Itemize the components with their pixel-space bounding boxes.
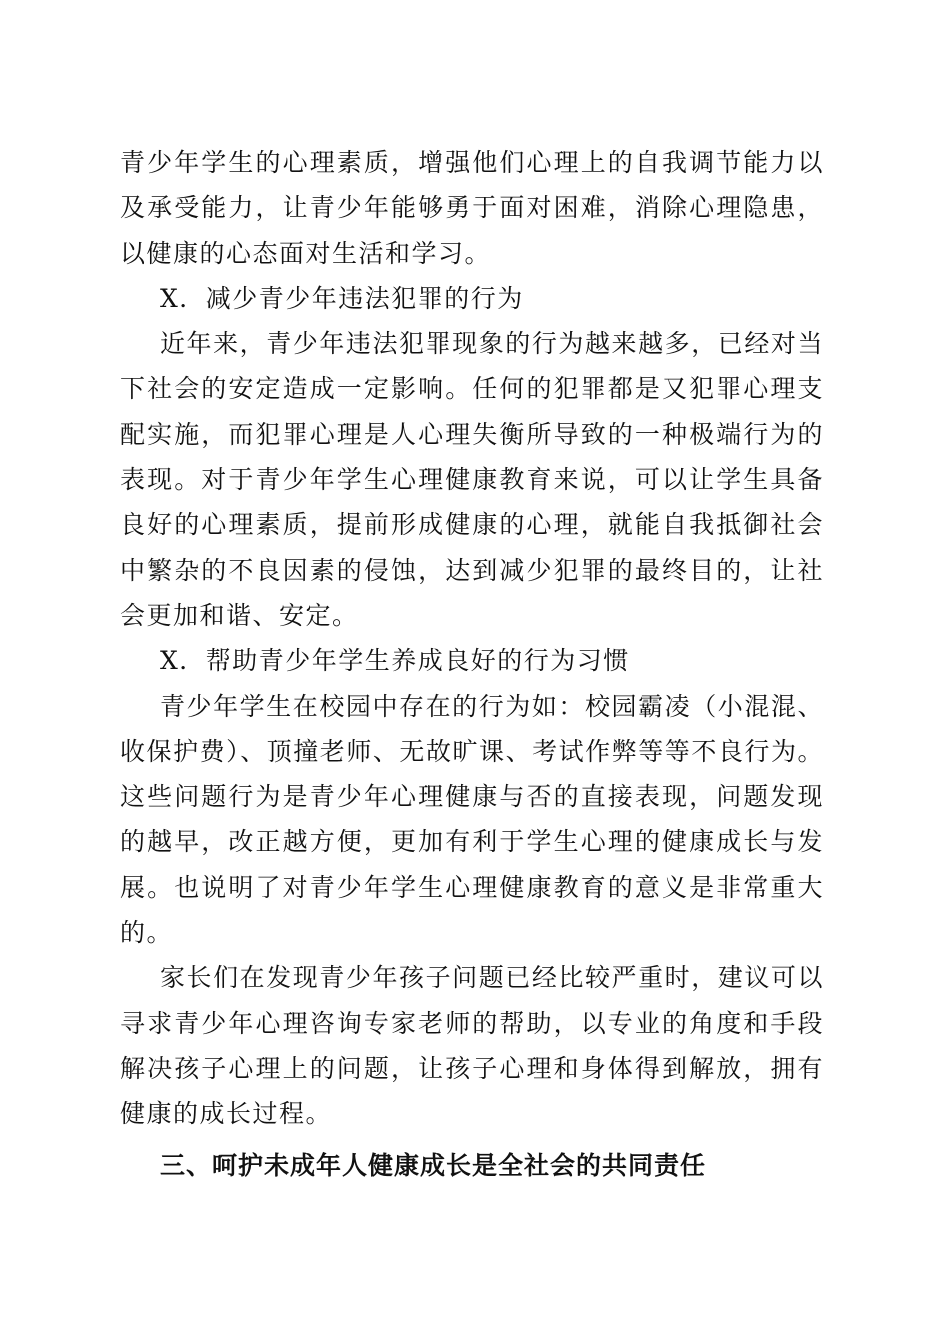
subheading-good-habits: X．帮助青少年学生养成良好的行为习惯 [160,646,630,676]
paragraph-crime: 近年来，青少年违法犯罪现象的行为越来越多，已经对当下社会的安定造成一定影响。任何的犯罪都是又犯罪心理支配实施，而犯罪心理是人心理失衡所导致的一种极端行为的表现。对于青少年学生心理健康教育来说，可以让学生具备良好的心理素质，提前形成健康的心理，就能自我抵御社会中繁杂的不良因素的侵蚀，达到减少犯罪的最终目的，让社会更加和谐、安定。 [120,329,824,630]
section-heading-three: 三、呵护未成年人健康成长是全社会的共同责任 [160,1150,707,1180]
document-page [120,140,824,1188]
paragraph-parents: 家长们在发现青少年孩子问题已经比较严重时，建议可以寻求青少年心理咨询专家老师的帮助，以专业的角度和手段解决孩子心理上的问题，让孩子心理和身体得到解放，拥有健康的成长过程。 [120,963,824,1129]
subheading-reduce-crime: X．减少青少年违法犯罪的行为 [160,283,524,313]
paragraph-continuation: 青少年学生的心理素质，增强他们心理上的自我调节能力以及承受能力，让青少年能够勇于面对困难，消除心理隐患，以健康的心态面对生活和学习。 [120,148,824,268]
paragraph-behavior: 青少年学生在校园中存在的行为如：校园霸凌（小混混、收保护费）、顶撞老师、无故旷课、考试作弊等等不良行为。这些问题行为是青少年心理健康与否的直接表现，问题发现的越早，改正越方便，更加有利于学生心理的健康成长与发展。也说明了对青少年学生心理健康教育的意义是非常重大的。 [120,691,824,948]
